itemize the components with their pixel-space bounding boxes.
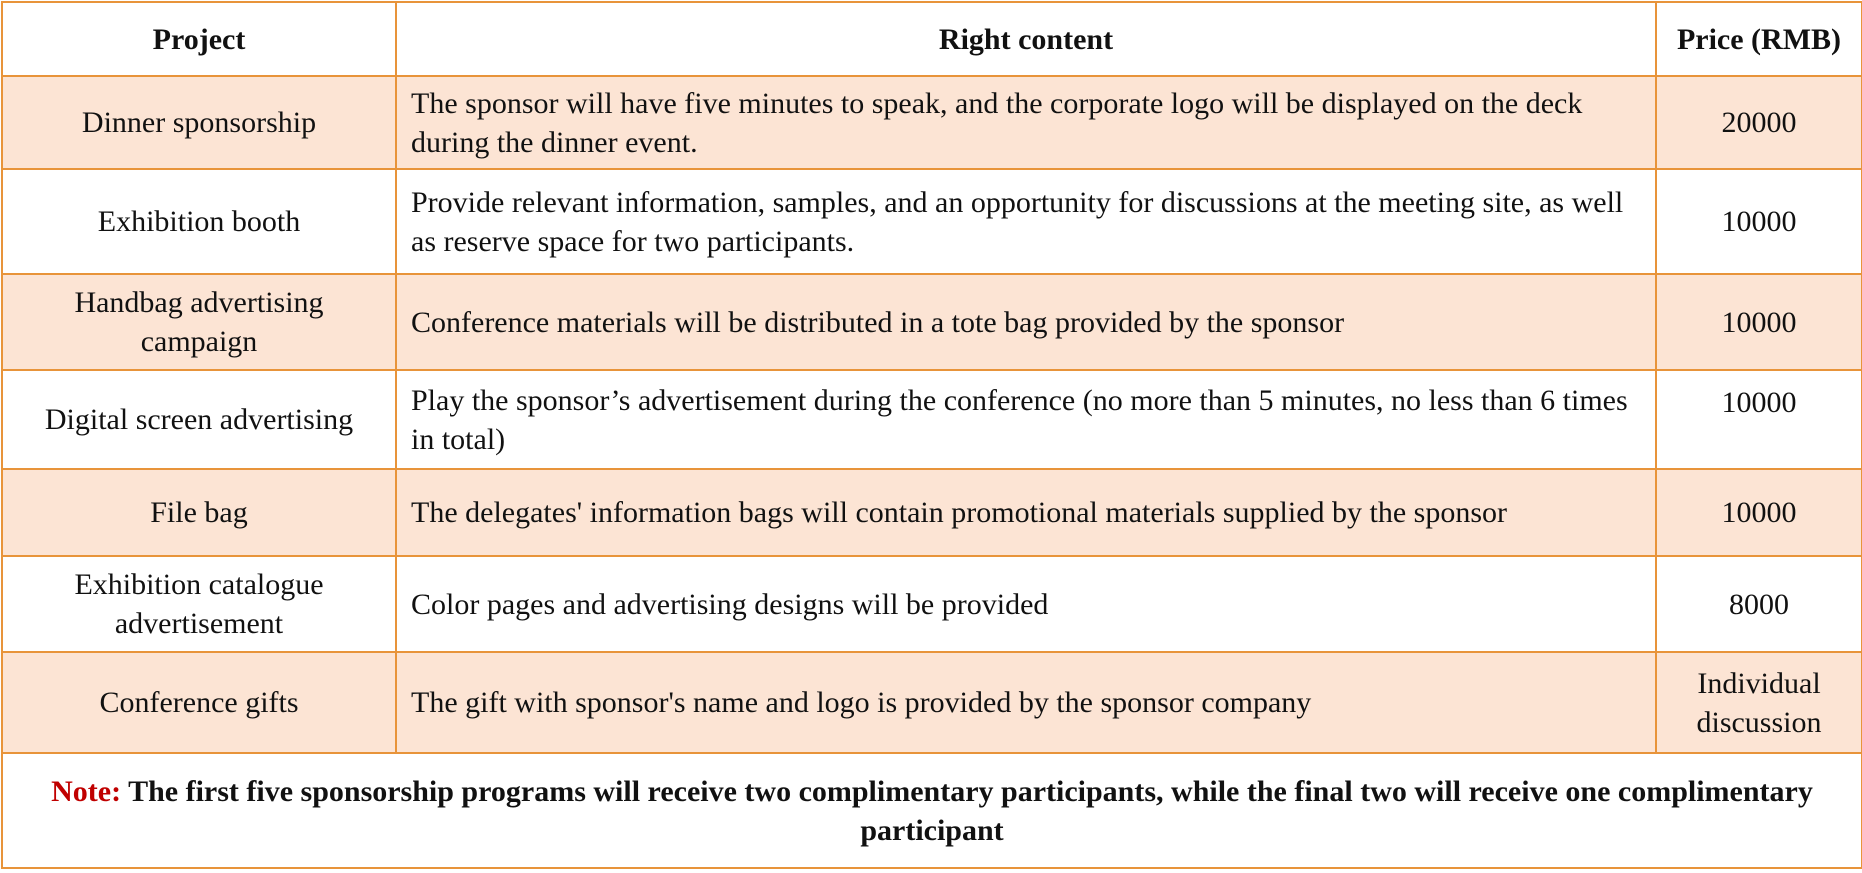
table-row bbox=[2, 556, 1862, 652]
content-cell: Play the sponsor’s advertisement during the conference (no more than 5 minutes, no less than 6 times in total) bbox=[396, 370, 1656, 469]
note-label: Note: bbox=[51, 774, 122, 808]
project-cell: Exhibition booth bbox=[2, 169, 396, 274]
project-cell: Conference gifts bbox=[2, 652, 396, 753]
note-text: The first five sponsorship programs will receive two complimentary participants, while the final two will receive one complimentary participant bbox=[121, 774, 1813, 847]
project-cell: File bag bbox=[2, 469, 396, 556]
header-project: Project bbox=[2, 2, 396, 76]
price-cell: 10000 bbox=[1656, 274, 1862, 370]
table-row bbox=[2, 652, 1862, 753]
content-cell: The gift with sponsor's name and logo is provided by the sponsor company bbox=[396, 652, 1656, 753]
content-cell: The delegates' information bags will contain promotional materials supplied by the sponsor bbox=[396, 469, 1656, 556]
table-row bbox=[2, 169, 1862, 274]
table-row bbox=[2, 469, 1862, 556]
table-row bbox=[2, 76, 1862, 169]
content-cell: Provide relevant information, samples, and an opportunity for discussions at the meeting site, as well as reserve space for two participants. bbox=[396, 169, 1656, 274]
project-cell: Exhibition catalogue advertisement bbox=[2, 556, 396, 652]
table-row bbox=[2, 370, 1862, 469]
content-cell: Conference materials will be distributed in a tote bag provided by the sponsor bbox=[396, 274, 1656, 370]
project-cell: Digital screen advertising bbox=[2, 370, 396, 469]
project-cell: Dinner sponsorship bbox=[2, 76, 396, 169]
project-cell: Handbag advertising campaign bbox=[2, 274, 396, 370]
content-cell: The sponsor will have five minutes to speak, and the corporate logo will be displayed on the deck during the dinner event. bbox=[396, 76, 1656, 169]
price-cell: 10000 bbox=[1656, 370, 1862, 469]
header-right-content: Right content bbox=[396, 2, 1656, 76]
price-cell: 10000 bbox=[1656, 169, 1862, 274]
price-cell: Individual discussion bbox=[1656, 652, 1862, 753]
sponsorship-table bbox=[1, 1, 1862, 869]
header-price: Price (RMB) bbox=[1656, 2, 1862, 76]
price-cell: 10000 bbox=[1656, 469, 1862, 556]
content-cell: Color pages and advertising designs will be provided bbox=[396, 556, 1656, 652]
note-cell bbox=[2, 753, 1862, 868]
price-cell: 20000 bbox=[1656, 76, 1862, 169]
price-cell: 8000 bbox=[1656, 556, 1862, 652]
table-row bbox=[2, 274, 1862, 370]
note-row bbox=[2, 753, 1862, 868]
table-header-row bbox=[2, 2, 1862, 76]
